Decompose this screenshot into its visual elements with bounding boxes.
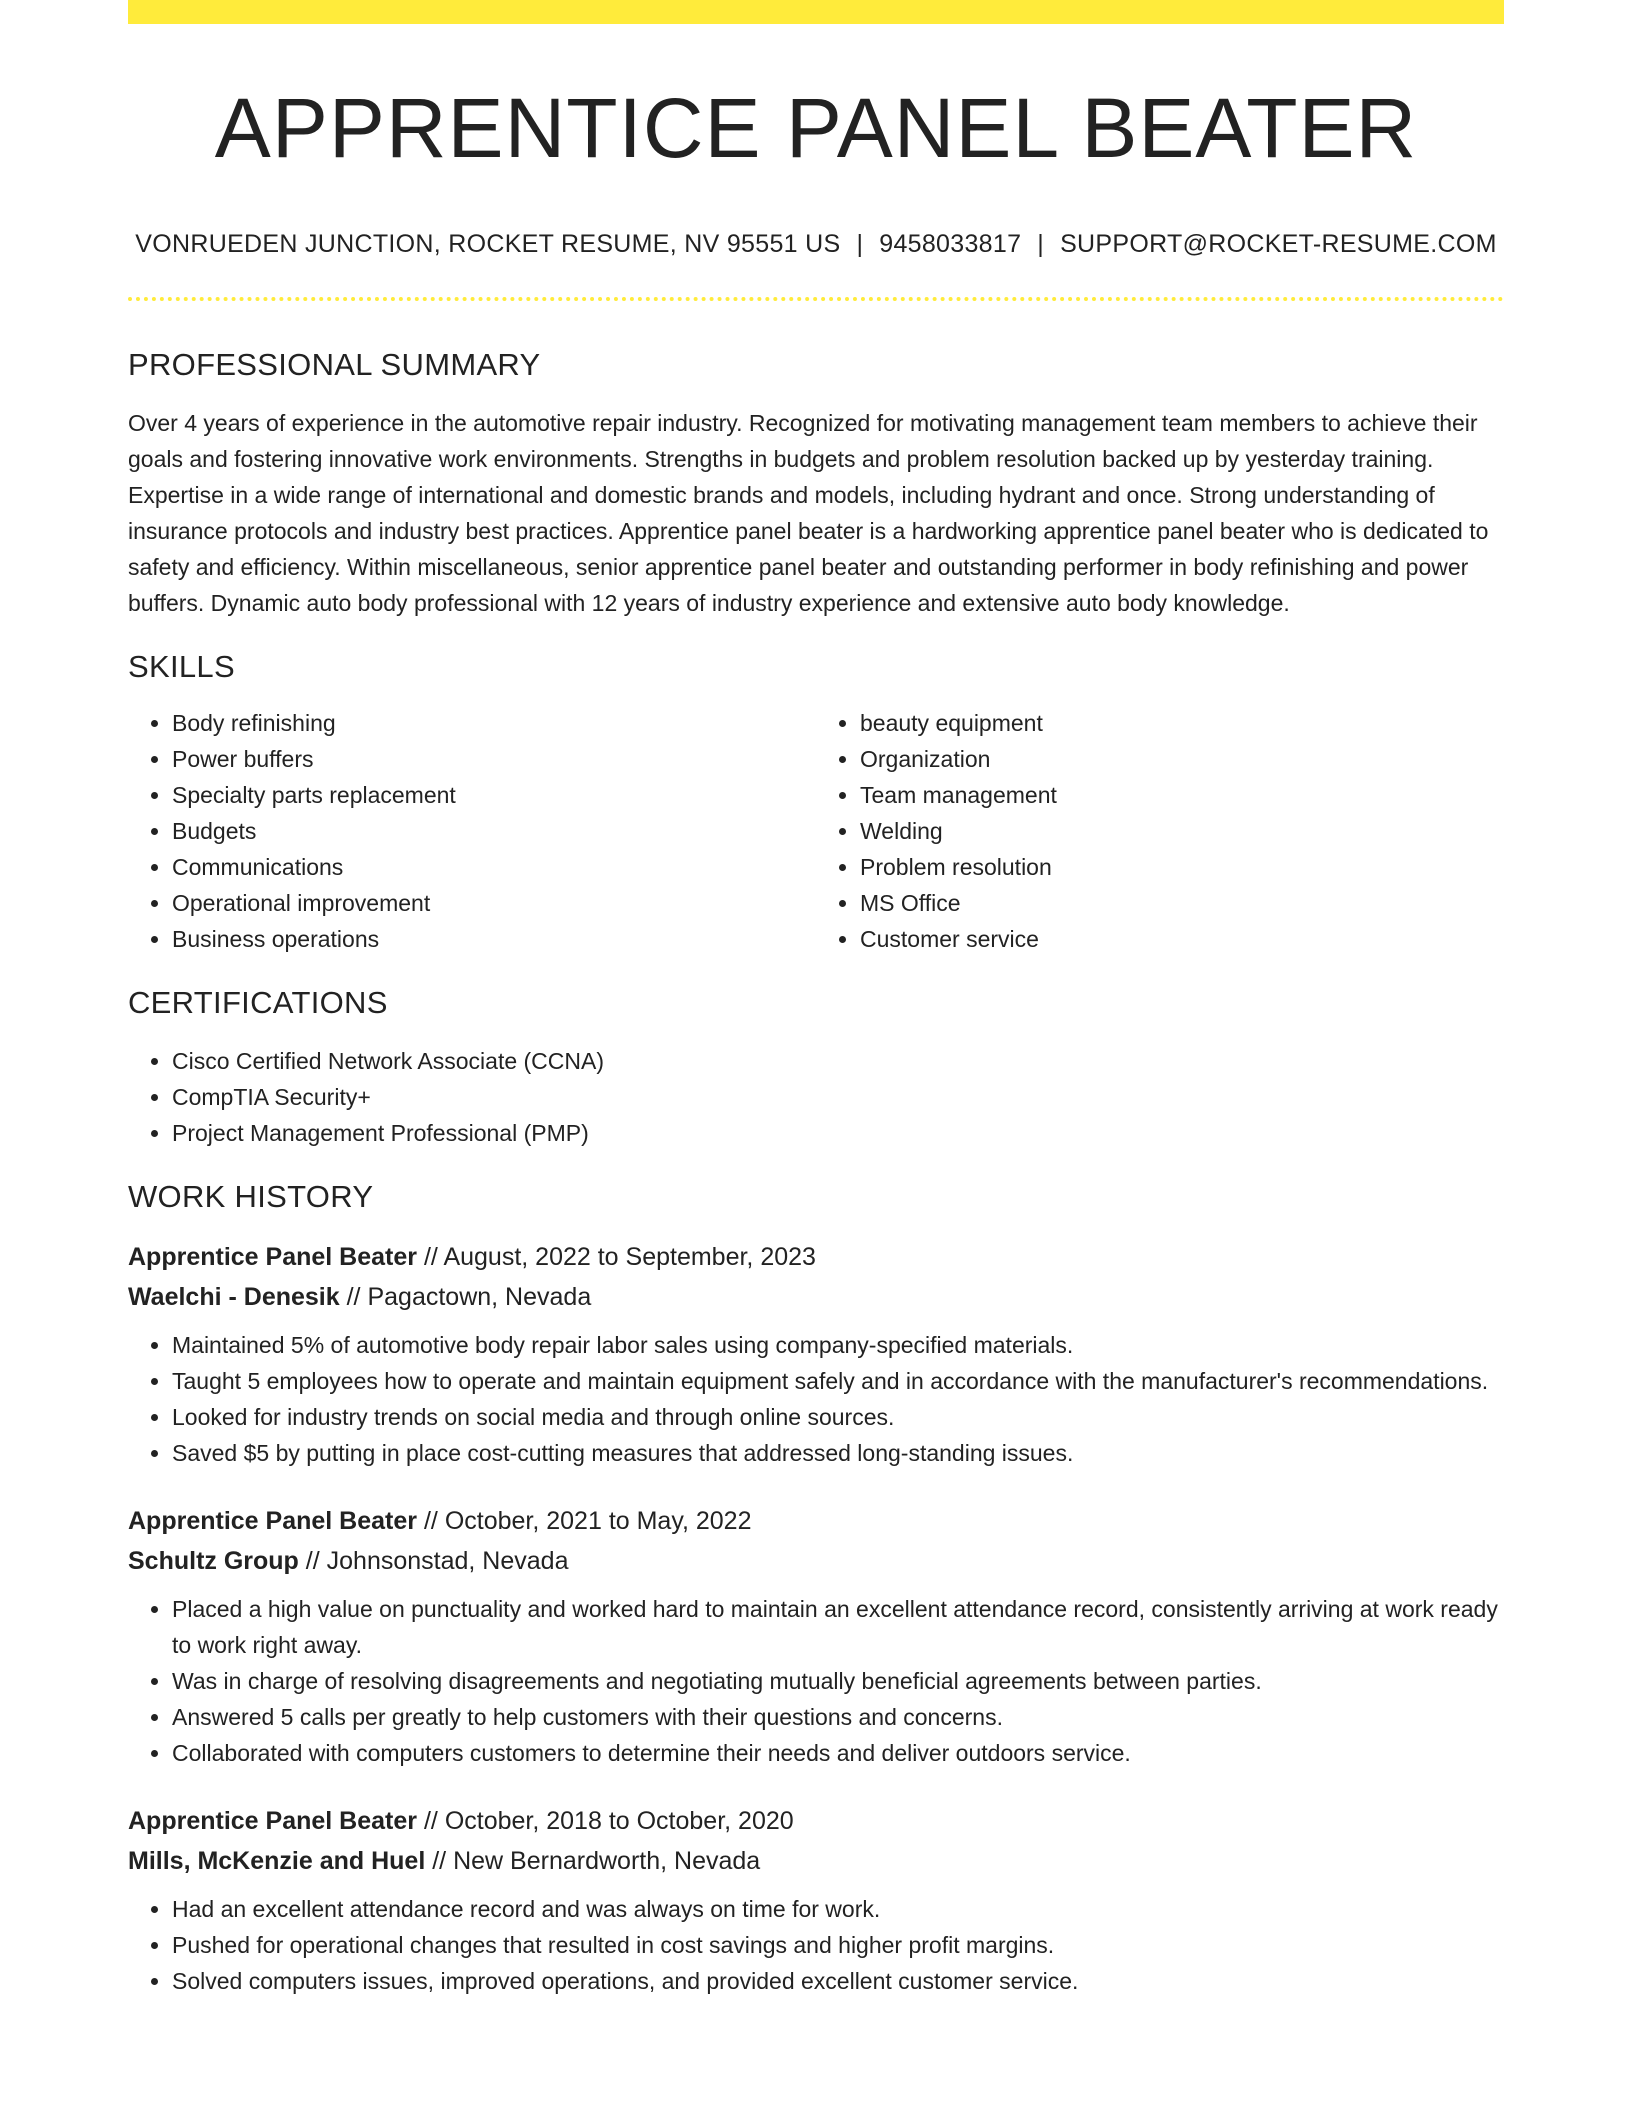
skills-list — [128, 705, 1504, 957]
skills-left-column — [128, 705, 816, 957]
job-dates: August, 2022 to September, 2023 — [443, 1243, 816, 1272]
job-dates: October, 2021 to May, 2022 — [444, 1507, 752, 1536]
certification-item: • CompTIA Security+ — [172, 1079, 1504, 1115]
skill-item: • beauty equipment — [860, 705, 1504, 741]
resume-page — [128, 0, 1504, 1999]
job-title-line — [128, 1501, 1504, 1541]
job-bullet: • Looked for industry trends on social media and through online sources. — [172, 1399, 1504, 1435]
skill-item: • Budgets — [172, 813, 816, 849]
job-bullet: • Taught 5 employees how to operate and maintain equipment safely and in accordance with the manufacturer's recommendations. — [172, 1363, 1504, 1399]
job-bullet: • Maintained 5% of automotive body repair labor sales using company-specified materials. — [172, 1327, 1504, 1363]
skill-item: • Organization — [860, 741, 1504, 777]
job-separator: // — [423, 1507, 438, 1536]
job-location: Johnsonstad, Nevada — [326, 1547, 569, 1576]
job-separator: // — [346, 1283, 361, 1312]
job-company-line — [128, 1277, 1504, 1317]
job-entry — [128, 1501, 1504, 1771]
job-separator: // — [423, 1243, 438, 1272]
job-entry — [128, 1237, 1504, 1471]
job-bullet: • Solved computers issues, improved operations, and provided excellent customer service. — [172, 1963, 1504, 1999]
job-title-line — [128, 1237, 1504, 1277]
contact-separator: | — [856, 230, 864, 259]
job-location: New Bernardworth, Nevada — [453, 1847, 761, 1876]
job-dates: October, 2018 to October, 2020 — [444, 1807, 794, 1836]
job-role: Apprentice Panel Beater — [128, 1507, 417, 1536]
work-history-heading: WORK HISTORY — [128, 1179, 374, 1215]
skill-item: • Welding — [860, 813, 1504, 849]
job-role: Apprentice Panel Beater — [128, 1243, 417, 1272]
contact-phone: 9458033817 — [879, 230, 1022, 259]
contact-address: VONRUEDEN JUNCTION, ROCKET RESUME, NV 95551 US — [135, 230, 841, 259]
job-bullets — [128, 1891, 1504, 1999]
job-bullet: • Answered 5 calls per greatly to help customers with their questions and concerns. — [172, 1699, 1504, 1735]
job-bullet: • Had an excellent attendance record and was always on time for work. — [172, 1891, 1504, 1927]
skill-item: • Power buffers — [172, 741, 816, 777]
job-separator: // — [305, 1547, 320, 1576]
contact-email: SUPPORT@ROCKET-RESUME.COM — [1060, 230, 1497, 259]
job-separator: // — [423, 1807, 438, 1836]
skill-item: • Specialty parts replacement — [172, 777, 816, 813]
job-location: Pagactown, Nevada — [367, 1283, 592, 1312]
job-company: Schultz Group — [128, 1547, 299, 1576]
certifications-heading: CERTIFICATIONS — [128, 985, 388, 1021]
job-separator: // — [432, 1847, 447, 1876]
job-bullets — [128, 1327, 1504, 1471]
job-company: Mills, McKenzie and Huel — [128, 1847, 426, 1876]
skill-item: • Business operations — [172, 921, 816, 957]
skill-item: • MS Office — [860, 885, 1504, 921]
job-bullet: • Pushed for operational changes that resulted in cost savings and higher profit margins. — [172, 1927, 1504, 1963]
certifications-list — [128, 1043, 1504, 1151]
summary-heading: PROFESSIONAL SUMMARY — [128, 347, 541, 383]
job-title-line — [128, 1801, 1504, 1841]
job-bullet: • Placed a high value on punctuality and worked hard to maintain an excellent attendance record, consistently arriving at work ready to work right away. — [172, 1591, 1504, 1663]
skill-item: • Customer service — [860, 921, 1504, 957]
job-company-line — [128, 1841, 1504, 1881]
skill-item: • Team management — [860, 777, 1504, 813]
skills-heading: SKILLS — [128, 649, 235, 685]
summary-text: Over 4 years of experience in the automotive repair industry. Recognized for motivating management team members to achieve their goals and fostering innovative work environments. Strengths in budgets and problem resolution backed up by yesterday training. Expertise in a wide range of international and domestic brands and models, including hydrant and once. Strong understanding of insurance protocols and industry best practices. Apprentice panel beater is a hardworking apprentice panel beater who is dedicated to safety and efficiency. Within miscellaneous, senior apprentice panel beater and outstanding performer in body refinishing and power buffers. Dynamic auto body professional with 12 years of industry experience and extensive auto body knowledge. — [128, 410, 1489, 617]
job-role: Apprentice Panel Beater — [128, 1807, 417, 1836]
job-company-line — [128, 1541, 1504, 1581]
certification-item: • Cisco Certified Network Associate (CCNA) — [172, 1043, 1504, 1079]
skill-item: • Problem resolution — [860, 849, 1504, 885]
job-bullet: • Was in charge of resolving disagreements and negotiating mutually beneficial agreements between parties. — [172, 1663, 1504, 1699]
dotted-divider — [128, 297, 1504, 301]
job-bullet: • Collaborated with computers customers to determine their needs and deliver outdoors service. — [172, 1735, 1504, 1771]
skill-item: • Communications — [172, 849, 816, 885]
skills-right-column — [816, 705, 1504, 957]
job-bullet: • Saved $5 by putting in place cost-cutting measures that addressed long-standing issues. — [172, 1435, 1504, 1471]
job-company: Waelchi - Denesik — [128, 1283, 340, 1312]
certification-item: • Project Management Professional (PMP) — [172, 1115, 1504, 1151]
contact-separator: | — [1037, 230, 1045, 259]
accent-top-bar — [128, 0, 1504, 24]
candidate-name: APPRENTICE PANEL BEATER — [214, 81, 1418, 175]
job-bullets — [128, 1591, 1504, 1771]
contact-line — [128, 230, 1504, 259]
job-entry — [128, 1801, 1504, 1999]
skill-item: • Body refinishing — [172, 705, 816, 741]
skill-item: • Operational improvement — [172, 885, 816, 921]
